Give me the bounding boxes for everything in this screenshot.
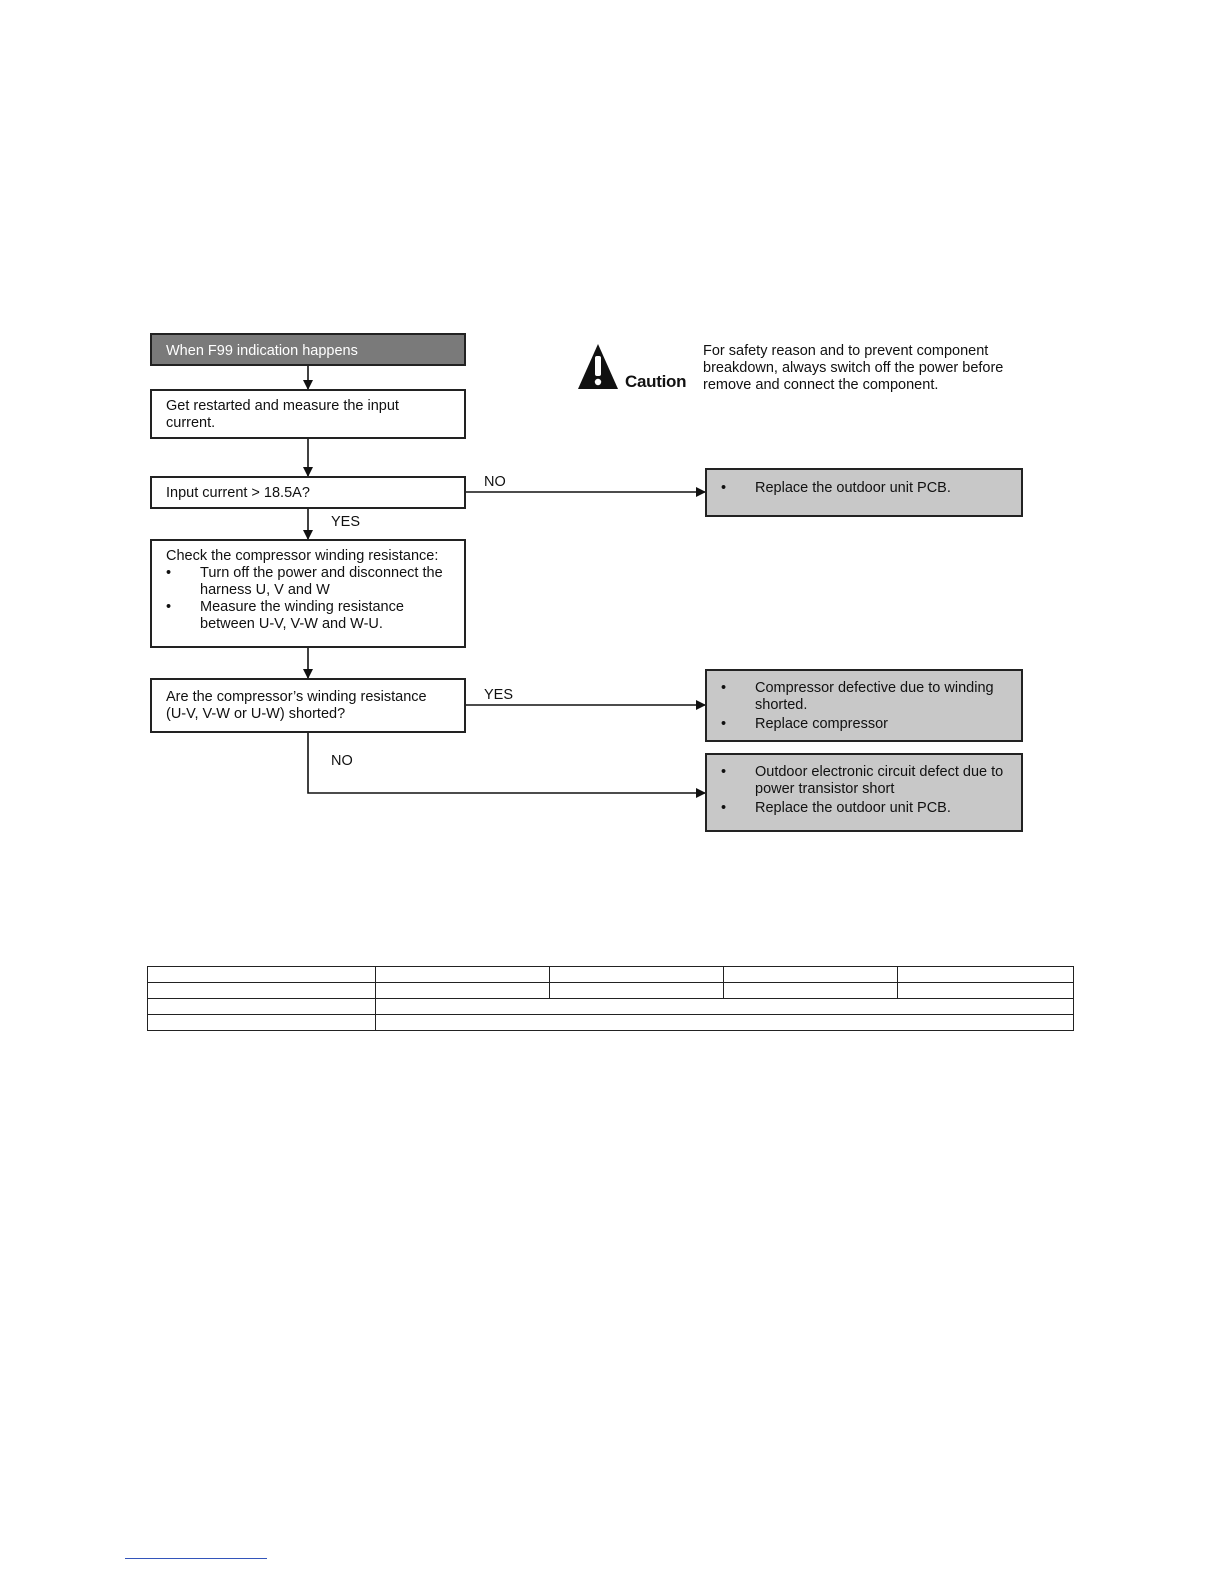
label-no-1: NO — [484, 474, 506, 490]
result-circuit-item-1: • Outdoor electronic circuit defect due to power transistor short — [721, 764, 1007, 798]
decision-current-box — [150, 476, 466, 509]
table-cell — [148, 999, 376, 1015]
result-pcb-item-1: • Replace the outdoor unit PCB. — [721, 480, 1007, 497]
measure-box — [150, 389, 466, 439]
table-cell — [376, 1015, 1074, 1031]
result-circuit-box — [705, 753, 1023, 832]
table-cell — [376, 967, 550, 983]
start-box — [150, 333, 466, 366]
label-no-2: NO — [331, 753, 353, 769]
decision-shorted-text: Are the compressor’s winding resistance (U-V, V-W or U-W) shorted? — [166, 689, 427, 722]
label-yes-2: YES — [484, 687, 514, 703]
caution-label: Caution — [625, 372, 687, 391]
table-row — [148, 999, 1074, 1015]
spec-table — [147, 966, 1074, 1031]
result-circuit-item-2: • Replace the outdoor unit PCB. — [721, 800, 1007, 817]
result-compressor-item-1: • Compressor defective due to winding shorted. — [721, 680, 1007, 714]
table-cell — [376, 983, 550, 999]
table-cell — [898, 983, 1074, 999]
table-cell — [898, 967, 1074, 983]
table-row — [148, 983, 1074, 999]
check-winding-title: Check the compressor winding resistance: — [166, 548, 439, 564]
table-cell — [376, 999, 1074, 1015]
label-yes-1: YES — [331, 514, 361, 530]
arrow-no-to-circuit — [308, 733, 705, 793]
result-compressor-item-2: • Replace compressor — [721, 716, 1007, 733]
caution-text: For safety reason and to prevent component breakdown, always switch off the power before remove and connect the component. — [703, 343, 1004, 393]
table-cell — [550, 983, 724, 999]
table-row — [148, 1015, 1074, 1031]
check-winding-step-2: • Measure the winding resistance between U-V, V-W and W-U. — [166, 599, 450, 633]
table-row — [148, 967, 1074, 983]
measure-text: Get restarted and measure the input current. — [166, 398, 399, 431]
decision-current-text: Input current > 18.5A? — [166, 485, 310, 501]
check-winding-box — [150, 539, 466, 648]
table-cell — [148, 1015, 376, 1031]
warning-triangle-icon — [576, 342, 620, 392]
start-text: When F99 indication happens — [166, 343, 358, 359]
result-pcb-box — [705, 468, 1023, 517]
table-cell — [724, 967, 898, 983]
check-winding-step-1: • Turn off the power and disconnect the harness U, V and W — [166, 565, 450, 599]
table-cell — [148, 967, 376, 983]
table-cell — [724, 983, 898, 999]
table-cell — [550, 967, 724, 983]
result-compressor-box — [705, 669, 1023, 742]
decision-shorted-box — [150, 678, 466, 733]
table-cell — [148, 983, 376, 999]
footer-rule — [125, 1558, 267, 1559]
